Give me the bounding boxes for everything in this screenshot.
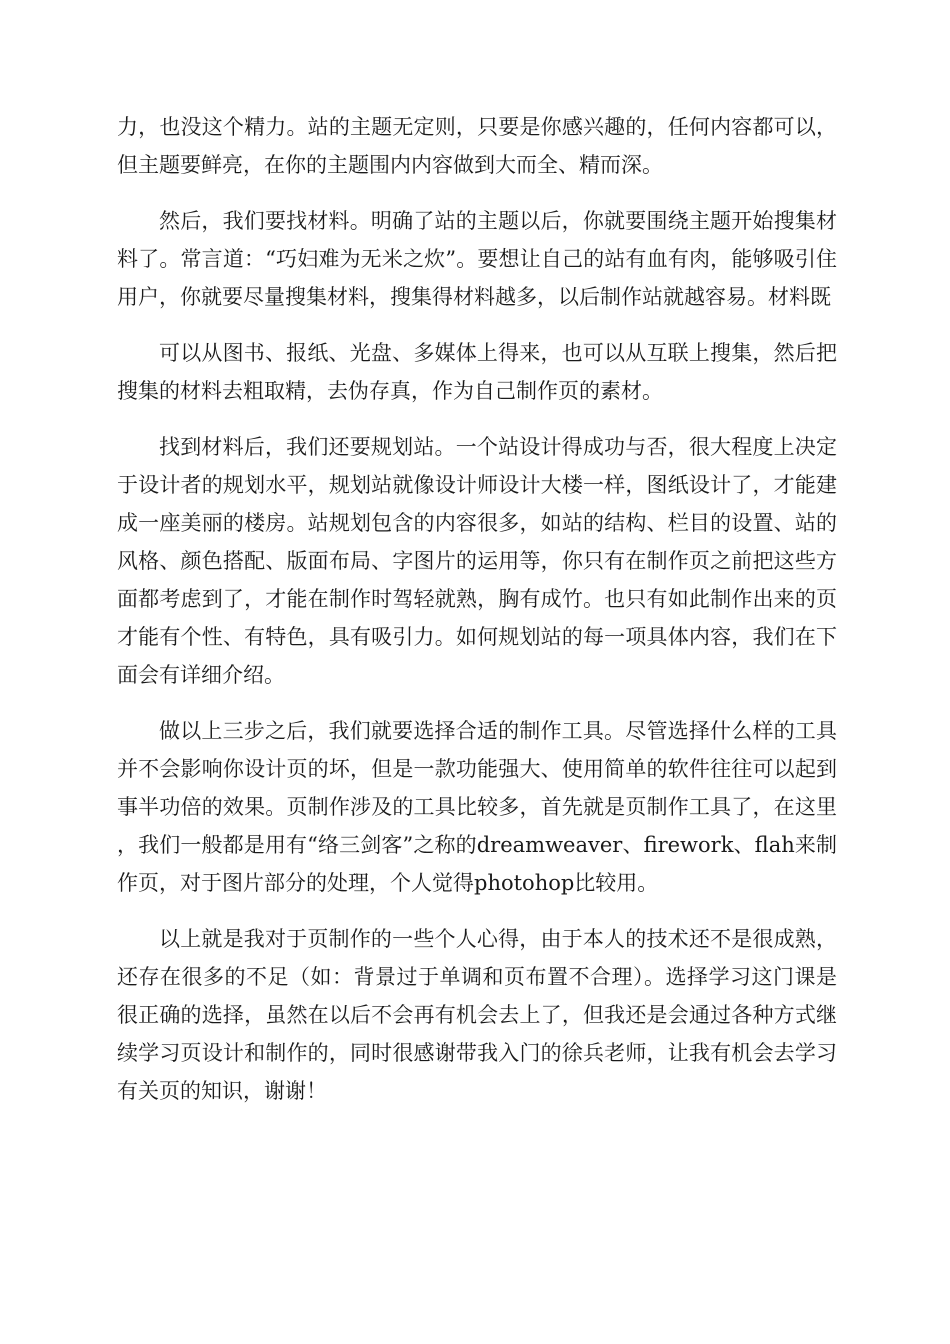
paragraph-4: 找到材料后，我们还要规划站。一个站设计得成功与否，很大程度上决定于设计者的规划水平，规划站就像设计师设计大楼一样，图纸设计了，才能建成一座美丽的楼房。站规划包含的内容很多，如站的结构、栏目的设置、站的风格、颜色搭配、版面布局、字图片的运用等，你只有在制作页之前把这些方面都考虑到了，才能在制作时驾轻就熟，胸有成竹。也只有如此制作出来的页才能有个性、有特色，具有吸引力。如何规划站的每一项具体内容，我们在下面会有详细介绍。 [117,435,837,687]
document-body [117,108,837,1128]
paragraph-3: 可以从图书、报纸、光盘、多媒体上得来，也可以从互联上搜集，然后把搜集的材料去粗取精，去伪存真，作为自己制作页的素材。 [117,341,837,403]
paragraph-2: 然后，我们要找材料。明确了站的主题以后，你就要围绕主题开始搜集材料了。常言道：“巧妇难为无米之炊”。要想让自己的站有血有肉，能够吸引住用户，你就要尽量搜集材料，搜集得材料越多，以后制作站就越容易。材料既 [117,209,837,309]
paragraph-5: 做以上三步之后，我们就要选择合适的制作工具。尽管选择什么样的工具并不会影响你设计页的坏，但是一款功能强大、使用简单的软件往往可以起到事半功倍的效果。页制作涉及的工具比较多，首先就是页制作工具了，在这里，我们一般都是用有“络三剑客”之称的dreamweaver、firework、flah来制作页，对于图片部分的处理，个人觉得photohop比较用。 [117,719,837,895]
paragraph-1: 力，也没这个精力。站的主题无定则，只要是你感兴趣的，任何内容都可以，但主题要鲜亮，在你的主题围内内容做到大而全、精而深。 [117,115,837,177]
paragraph-6: 以上就是我对于页制作的一些个人心得，由于本人的技术还不是很成熟，还存在很多的不足（如：背景过于单调和页布置不合理）。选择学习这门课是很正确的选择，虽然在以后不会再有机会去上了，但我还是会通过各种方式继续学习页设计和制作的，同时很感谢带我入门的徐兵老师，让我有机会去学习有关页的知识，谢谢！ [117,927,837,1103]
